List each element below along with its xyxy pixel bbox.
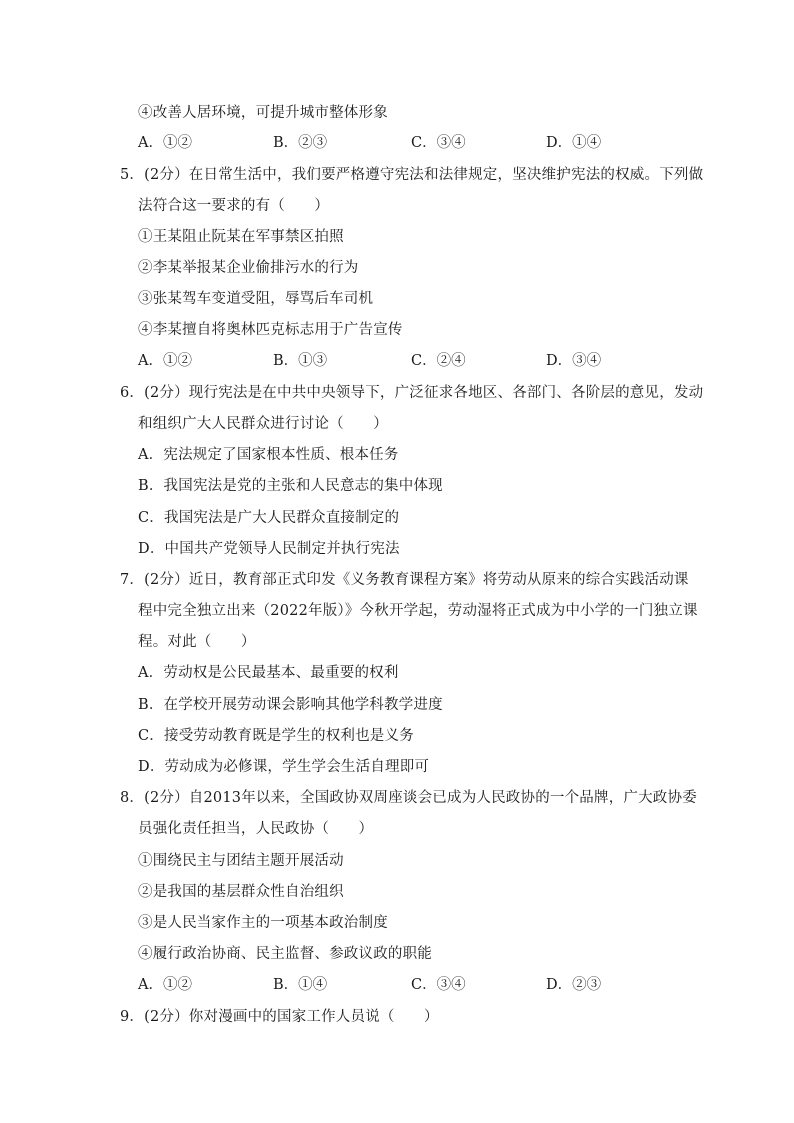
q5-item-1: ①王某阻止阮某在军事禁区拍照: [138, 229, 344, 245]
q7-stem-line-2: 程中完全独立出来（2022年版）》今秋开学起，劳动湿将正式成为中小学的一门独立课: [138, 603, 698, 619]
q8-option-b[interactable]: B．①④: [273, 977, 328, 993]
q4-option-d[interactable]: D．①④: [546, 135, 602, 151]
q7-choice-b[interactable]: B．在学校开展劳动课会影响其他学科教学进度: [138, 697, 443, 713]
q8-item-1: ①围绕民主与团结主题开展活动: [138, 853, 344, 869]
q5-stem-line-1: 5．(2分）在日常生活中，我们要严格遵守宪法和法律规定，坚决维护宪法的权威。下列做: [120, 167, 704, 183]
q7-stem-line-3: 程。对此（ ）: [138, 634, 256, 650]
q5-item-3: ③张某驾车变道受阻，辱骂后车司机: [138, 291, 374, 307]
q7-choice-a[interactable]: A．劳动权是公民最基本、最重要的权利: [138, 665, 399, 681]
q8-item-3: ③是人民当家作主的一项基本政治制度: [138, 915, 388, 931]
q6-stem-line-2: 和组织广大人民群众进行讨论（ ）: [138, 416, 388, 432]
q4-option-c[interactable]: C．③④: [411, 135, 466, 151]
q5-item-4: ④李某擅自将奥林匹克标志用于广告宣传: [138, 322, 403, 338]
q6-choice-d[interactable]: D．中国共产党领导人民制定并执行宪法: [138, 541, 400, 557]
q8-option-a[interactable]: A．①②: [138, 977, 192, 993]
q8-item-4: ④履行政治协商、民主监督、参政议政的职能: [138, 946, 432, 962]
q8-item-2: ②是我国的基层群众性自治组织: [138, 884, 344, 900]
q8-stem-line-2: 员强化责任担当，人民政协（ ）: [138, 821, 374, 837]
q5-stem-line-2: 法符合这一要求的有（ ）: [138, 198, 330, 214]
q8-option-d[interactable]: D．②③: [546, 977, 602, 993]
q5-option-c[interactable]: C．②④: [411, 353, 466, 369]
q5-option-b[interactable]: B．①③: [273, 353, 328, 369]
q4-option-a[interactable]: A．①②: [138, 135, 192, 151]
q6-choice-b[interactable]: B．我国宪法是党的主张和人民意志的集中体现: [138, 478, 443, 494]
q6-choice-c[interactable]: C．我国宪法是广大人民群众直接制定的: [138, 510, 400, 526]
q5-item-2: ②李某举报某企业偷排污水的行为: [138, 260, 359, 276]
q7-stem-line-1: 7．(2分）近日，教育部正式印发《义务教育课程方案》将劳动从原来的综合实践活动课: [120, 572, 689, 588]
q5-option-d[interactable]: D．③④: [546, 353, 602, 369]
q6-stem-line-1: 6．(2分）现行宪法是在中共中央领导下，广泛征求各地区、各部门、各阶层的意见，发动: [120, 385, 704, 401]
q8-stem-line-1: 8．(2分）自2013年以来，全国政协双周座谈会已成为人民政协的一个品牌，广大政协委: [120, 790, 697, 806]
q4-item-4: ④改善人居环境，可提升城市整体形象: [138, 105, 388, 121]
q7-choice-c[interactable]: C．接受劳动教育既是学生的权利也是义务: [138, 728, 414, 744]
q6-choice-a[interactable]: A．宪法规定了国家根本性质、根本任务: [138, 447, 399, 463]
q9-stem-line-1: 9．(2分）你对漫画中的国家工作人员说（ ）: [120, 1009, 439, 1025]
q5-option-a[interactable]: A．①②: [138, 353, 192, 369]
q8-option-c[interactable]: C．③④: [411, 977, 466, 993]
q7-choice-d[interactable]: D．劳动成为必修课，学生学会生活自理即可: [138, 759, 430, 775]
q4-option-b[interactable]: B．②③: [273, 135, 328, 151]
